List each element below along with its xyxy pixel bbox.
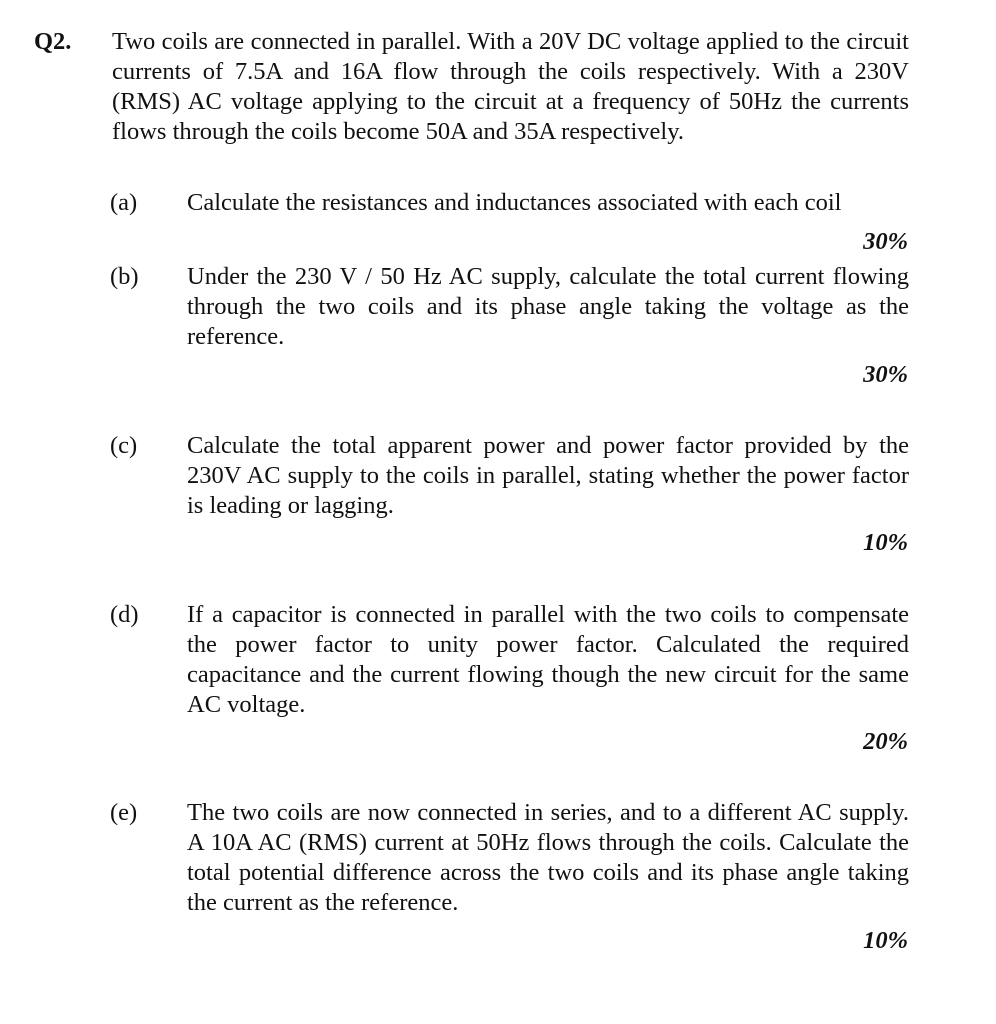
part-label: (b) bbox=[110, 263, 139, 290]
part-text: Under the 230 V / 50 Hz AC supply, calculate the total current flowing through the two coils and its phase angle taking the voltage as the reference. bbox=[187, 263, 909, 350]
part-label: (e) bbox=[110, 799, 138, 826]
part-marks: 10% bbox=[863, 927, 908, 954]
part-text: Calculate the total apparent power and power factor provided by the 230V AC supply to the coils in parallel, stating whether the power factor is leading or lagging. bbox=[187, 432, 909, 519]
part-text: Calculate the resistances and inductances associated with each coil bbox=[187, 189, 842, 216]
part-text: If a capacitor is connected in parallel with the two coils to compensate the power factor to unity power factor. Calculated the required capacitance and the current flowing though the new circuit for the same AC voltage. bbox=[187, 601, 909, 718]
part-marks: 30% bbox=[863, 361, 908, 388]
part-text: The two coils are now connected in series, and to a different AC supply. A 10A AC (RMS) current at 50Hz flows through the coils. Calculate the total potential difference across the two coils and its phase angle taking the current as the reference. bbox=[187, 799, 909, 916]
part-marks: 30% bbox=[863, 228, 908, 255]
part-label: (d) bbox=[110, 601, 139, 628]
part-label: (a) bbox=[110, 189, 138, 216]
part-marks: 10% bbox=[863, 529, 908, 556]
question-intro: Two coils are connected in parallel. With a 20V DC voltage applied to the circuit currents of 7.5A and 16A flow through the coils respectively. With a 230V (RMS) AC voltage applying to the circuit at a frequency of 50Hz the currents flows through the coils become 50A and 35A respectively. bbox=[112, 28, 909, 145]
part-marks: 20% bbox=[863, 728, 908, 755]
question-number: Q2. bbox=[34, 28, 72, 55]
part-label: (c) bbox=[110, 432, 138, 459]
